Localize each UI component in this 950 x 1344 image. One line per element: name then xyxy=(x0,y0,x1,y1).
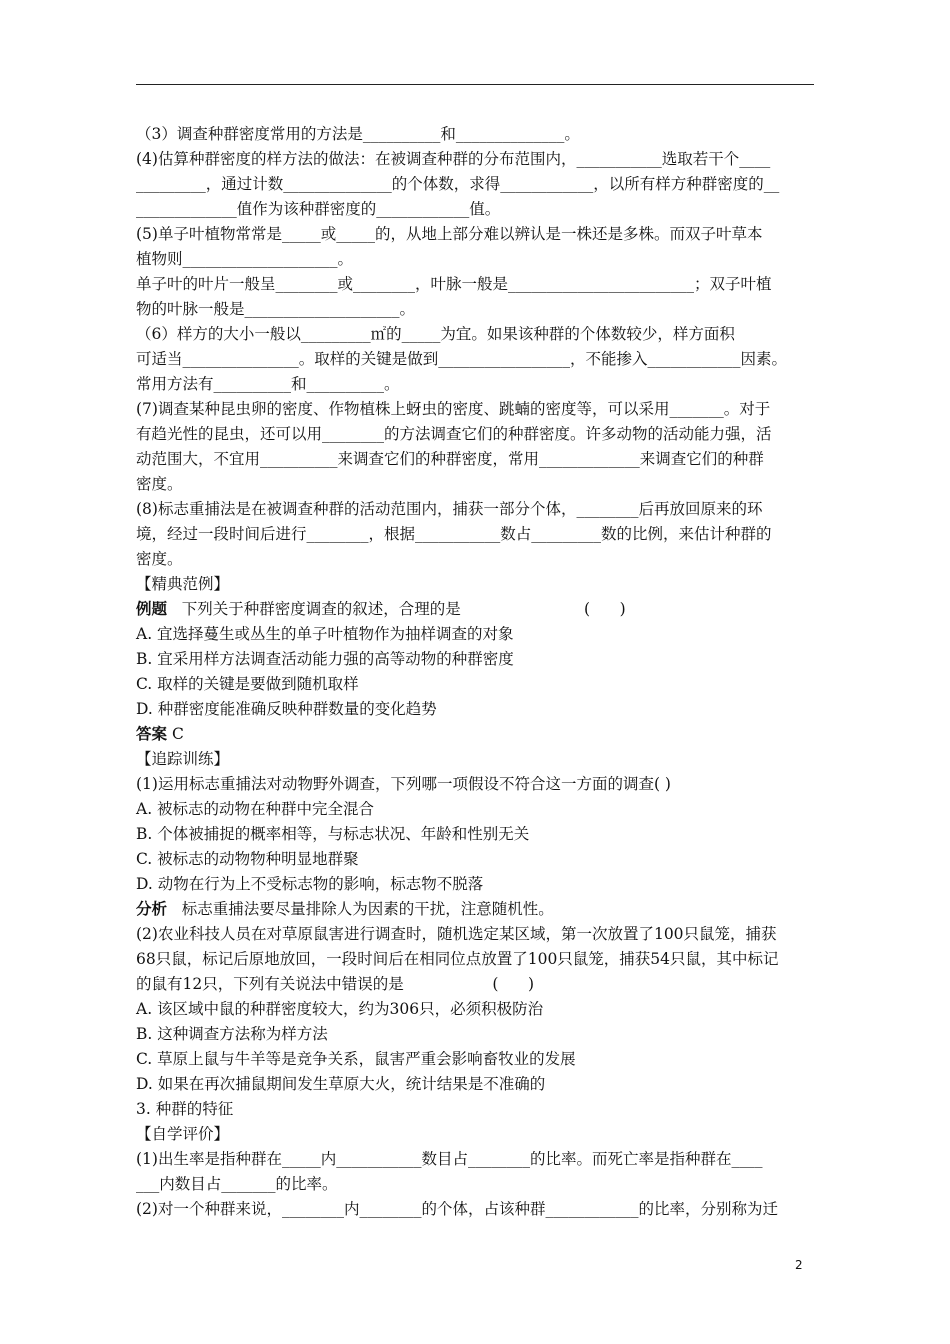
text-line: (2)对一个种群来说，________内________的个体，占该种群____________的比率，分别称为迁 xyxy=(136,1200,778,1218)
text-line: 的鼠有12只，下列有关说法中错误的是 ( ) xyxy=(136,975,535,993)
page-number: 2 xyxy=(795,1258,803,1272)
text-line: 植物则____________________。 xyxy=(136,250,354,268)
analysis-label: 分析 xyxy=(136,899,168,918)
section-heading: 【自学评价】 xyxy=(136,1125,230,1143)
text-line: (2)农业科技人员在对草原鼠害进行调查时，随机选定某区域，第一次放置了100只鼠笼，捕获 xyxy=(136,925,777,943)
option-line: B. 这种调查方法称为样方法 xyxy=(136,1025,328,1043)
text-line: （3）调查种群密度常用的方法是__________和______________。 xyxy=(136,125,580,143)
text-line: 密度。 xyxy=(136,550,183,568)
text-line: _________，通过计数______________的个体数，求得____________，以所有样方种群密度的__ xyxy=(136,175,780,193)
option-line: C. 草原上鼠与牛羊等是竞争关系，鼠害严重会影响畜牧业的发展 xyxy=(136,1050,576,1068)
option-line: A. 被标志的动物在种群中完全混合 xyxy=(136,800,375,818)
section-heading: 【追踪训练】 xyxy=(136,750,230,768)
text-line: 可适当_______________。取样的关键是做到_________________，不能掺入____________因素。 xyxy=(136,350,788,368)
text-line: 有趋光性的昆虫，还可以用________的方法调查它们的种群密度。许多动物的活动能力强，活 xyxy=(136,425,772,443)
option-line: D. 种群密度能准确反映种群数量的变化趋势 xyxy=(136,700,437,718)
text-line: 单子叶的叶片一般呈________或________，叶脉一般是________________________；双子叶植 xyxy=(136,275,772,293)
text-line: ___内数目占_______的比率。 xyxy=(136,1175,338,1193)
text-line: 物的叶脉一般是____________________。 xyxy=(136,300,416,318)
option-line: A. 该区域中鼠的种群密度较大，约为306只，必须积极防治 xyxy=(136,1000,544,1018)
option-line: D. 如果在再次捕鼠期间发生草原大火，统计结果是不准确的 xyxy=(136,1075,546,1093)
text-line: 68只鼠，标记后原地放回，一段时间后在相同位点放置了100只鼠笼，捕获54只鼠，其中标记 xyxy=(136,950,779,968)
text-line: (7)调查某种昆虫卵的密度、作物植株上蚜虫的密度、跳蝻的密度等，可以采用_______。对于 xyxy=(136,400,771,418)
analysis-line xyxy=(136,899,836,919)
text-line: 常用方法有__________和__________。 xyxy=(136,375,400,393)
answer-label: 答案 xyxy=(136,724,168,743)
text-line: (1)运用标志重捕法对动物野外调查，下列哪一项假设不符合这一方面的调查( ) xyxy=(136,775,671,793)
option-line: B. 宜采用样方法调查活动能力强的高等动物的种群密度 xyxy=(136,650,514,668)
header-rule xyxy=(136,84,814,85)
answer-line xyxy=(136,724,836,744)
example-label: 例题 xyxy=(136,599,168,618)
option-line: C. 取样的关键是要做到随机取样 xyxy=(136,675,359,693)
text-line: _____________值作为该种群密度的____________值。 xyxy=(136,200,501,218)
option-line: B. 个体被捕捉的概率相等，与标志状况、年龄和性别无关 xyxy=(136,825,530,843)
text-line: (8)标志重捕法是在被调查种群的活动范围内，捕获一部分个体，________后再放回原来的环 xyxy=(136,500,763,518)
example-question xyxy=(136,599,836,619)
option-line: A. 宜选择蔓生或丛生的单子叶植物作为抽样调查的对象 xyxy=(136,625,514,643)
text-line: (5)单子叶植物常常是_____或_____的，从地上部分难以辨认是一株还是多株。而双子叶草本 xyxy=(136,225,763,243)
text-line: (4)估算种群密度的样方法的做法：在被调查种群的分布范围内，___________选取若干个____ xyxy=(136,150,771,168)
text-line: （6）样方的大小一般以_________㎡的_____为宜。如果该种群的个体数较少，样方面积 xyxy=(136,325,735,343)
text-line: 动范围大，不宜用__________来调查它们的种群密度，常用_____________来调查它们的种群 xyxy=(136,450,764,468)
option-line: C. 被标志的动物物种明显地群聚 xyxy=(136,850,359,868)
analysis-text: 标志重捕法要尽量排除人为因素的干扰，注意随机性。 xyxy=(167,900,554,918)
example-text: 下列关于种群密度调查的叙述，合理的是 ( ) xyxy=(167,600,626,618)
text-line: (1)出生率是指种群在_____内___________数目占________的比率。而死亡率是指种群在____ xyxy=(136,1150,763,1168)
option-line: D. 动物在行为上不受标志物的影响，标志物不脱落 xyxy=(136,875,484,893)
section-heading: 【精典范例】 xyxy=(136,575,230,593)
answer-text: C xyxy=(167,725,184,743)
text-line: 密度。 xyxy=(136,475,183,493)
section-title: 3. 种群的特征 xyxy=(136,1100,234,1118)
text-line: 境，经过一段时间后进行________，根据___________数占_________数的比例，来估计种群的 xyxy=(136,525,772,543)
